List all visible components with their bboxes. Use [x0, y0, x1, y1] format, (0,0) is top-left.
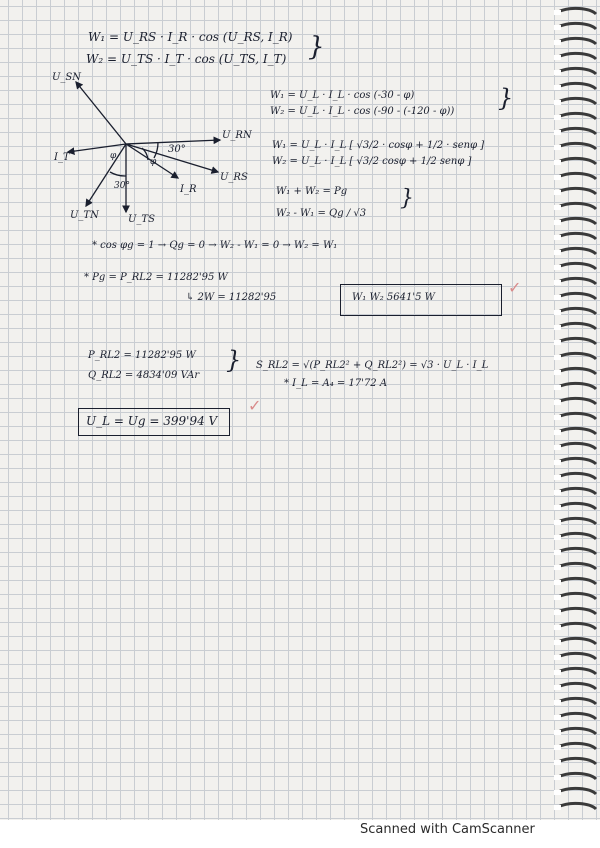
- spiral-ring: [558, 788, 596, 794]
- brace: }: [400, 186, 414, 211]
- spiral-ring: [558, 803, 596, 809]
- check-mark: ✓: [508, 278, 522, 297]
- spiral-hole: [554, 415, 561, 420]
- spiral-hole: [554, 10, 561, 15]
- w2-definition: W₂ = U_TS · I_T · cos (U_TS, I_T): [86, 52, 287, 66]
- spiral-hole: [554, 280, 561, 285]
- pg-line: * Pg = P_RL2 = 11282'95 W: [84, 272, 228, 283]
- spiral-hole: [554, 655, 561, 660]
- spiral-hole: [554, 325, 561, 330]
- spiral-hole: [554, 550, 561, 555]
- label-u-rn: U_RN: [222, 130, 252, 141]
- spiral-ring: [558, 203, 596, 209]
- spiral-hole: [554, 445, 561, 450]
- spiral-hole: [554, 265, 561, 270]
- spiral-hole: [554, 160, 561, 165]
- spiral-ring: [558, 413, 596, 419]
- spiral-hole: [554, 535, 561, 540]
- spiral-hole: [554, 610, 561, 615]
- spiral-hole: [554, 640, 561, 645]
- spiral-ring: [558, 698, 596, 704]
- spiral-hole: [554, 130, 561, 135]
- brace: }: [498, 84, 514, 112]
- spiral-hole: [554, 490, 561, 495]
- spiral-hole: [554, 355, 561, 360]
- q-rl2-line: Q_RL2 = 4834'09 VAr: [88, 370, 200, 381]
- spiral-binding: [552, 0, 600, 820]
- spiral-ring: [558, 758, 596, 764]
- spiral-hole: [554, 400, 561, 405]
- spiral-ring: [558, 113, 596, 119]
- spiral-ring: [558, 128, 596, 134]
- spiral-hole: [554, 775, 561, 780]
- spiral-ring: [558, 713, 596, 719]
- spiral-hole: [554, 520, 561, 525]
- spiral-ring: [558, 563, 596, 569]
- spiral-hole: [554, 310, 561, 315]
- spiral-ring: [558, 98, 596, 104]
- spiral-ring: [558, 398, 596, 404]
- spiral-hole: [554, 250, 561, 255]
- spiral-ring: [558, 593, 596, 599]
- spiral-ring: [558, 323, 596, 329]
- spiral-ring: [558, 743, 596, 749]
- spiral-hole: [554, 790, 561, 795]
- spiral-ring: [558, 623, 596, 629]
- spiral-ring: [558, 368, 596, 374]
- w1-definition: W₁ = U_RS · I_R · cos (U_RS, I_R): [88, 30, 293, 44]
- spiral-hole: [554, 430, 561, 435]
- spiral-hole: [554, 565, 561, 570]
- label-i-r: I_R: [180, 184, 197, 195]
- spiral-hole: [554, 370, 561, 375]
- w2-expand-line: W₂ = U_L · I_L [ √3/2 cosφ + 1/2 senφ ]: [272, 156, 472, 167]
- spiral-ring: [558, 518, 596, 524]
- spiral-hole: [554, 175, 561, 180]
- spiral-hole: [554, 715, 561, 720]
- spiral-hole: [554, 385, 561, 390]
- spiral-hole: [554, 85, 561, 90]
- spiral-ring: [558, 668, 596, 674]
- spiral-hole: [554, 730, 561, 735]
- ul-value: U_L = Ug = 399'94 V: [86, 414, 218, 428]
- label-angle-30a: 30°: [168, 144, 186, 155]
- spiral-ring: [558, 233, 596, 239]
- spiral-ring: [558, 308, 596, 314]
- w2-angle-line: W₂ = U_L · I_L · cos (-90 - (-120 - φ)): [270, 106, 455, 117]
- spiral-ring: [558, 473, 596, 479]
- spiral-hole: [554, 205, 561, 210]
- label-i-t: I_T: [54, 152, 70, 163]
- spiral-ring: [558, 248, 596, 254]
- spiral-ring: [558, 83, 596, 89]
- label-u-sn: U_SN: [52, 72, 82, 83]
- spiral-ring: [558, 278, 596, 284]
- spiral-ring: [558, 173, 596, 179]
- spiral-hole: [554, 220, 561, 225]
- spiral-hole: [554, 190, 561, 195]
- spiral-ring: [558, 653, 596, 659]
- spiral-hole: [554, 580, 561, 585]
- spiral-ring: [558, 503, 596, 509]
- spiral-ring: [558, 578, 596, 584]
- spiral-ring: [558, 68, 596, 74]
- spiral-ring: [558, 458, 596, 464]
- cos-line: * cos φg = 1 → Qg = 0 → W₂ - W₁ = 0 → W₂ = W₁: [92, 240, 338, 251]
- label-u-rs: U_RS: [220, 172, 248, 183]
- p-rl2-line: P_RL2 = 11282'95 W: [88, 350, 196, 361]
- check-mark: ✓: [248, 396, 262, 415]
- spiral-ring: [558, 443, 596, 449]
- label-angle-30b: 30°: [114, 181, 130, 191]
- spiral-ring: [558, 773, 596, 779]
- spiral-hole: [554, 340, 561, 345]
- spiral-hole: [554, 25, 561, 30]
- label-u-ts: U_TS: [128, 214, 155, 225]
- two-w-line: ↳ 2W = 11282'95: [186, 292, 277, 303]
- label-phi-2: φ: [150, 157, 157, 167]
- spiral-hole: [554, 145, 561, 150]
- il-line: * I_L = A₄ = 17'72 A: [284, 378, 388, 389]
- spiral-ring: [558, 383, 596, 389]
- spiral-ring: [558, 293, 596, 299]
- spiral-hole: [554, 805, 561, 810]
- spiral-ring: [558, 608, 596, 614]
- spiral-ring: [558, 488, 596, 494]
- w1-expand-line: W₁ = U_L · I_L [ √3/2 · cosφ + 1/2 · senφ ]: [272, 140, 485, 151]
- spiral-ring: [558, 338, 596, 344]
- spiral-ring: [558, 38, 596, 44]
- spiral-hole: [554, 505, 561, 510]
- spiral-ring: [558, 728, 596, 734]
- sum-line: W₁ + W₂ = Pg: [276, 186, 348, 197]
- spiral-hole: [554, 40, 561, 45]
- spiral-hole: [554, 670, 561, 675]
- label-u-tn: U_TN: [70, 210, 99, 221]
- spiral-hole: [554, 235, 561, 240]
- spiral-ring: [558, 53, 596, 59]
- scanner-footer: Scanned with CamScanner: [360, 822, 535, 837]
- spiral-hole: [554, 700, 561, 705]
- phasor-diagram: [50, 60, 280, 240]
- s-rl2-line: S_RL2 = √(P_RL2² + Q_RL2²) = √3 · U_L · I_L: [256, 360, 489, 371]
- spiral-hole: [554, 70, 561, 75]
- spiral-ring: [558, 158, 596, 164]
- spiral-hole: [554, 100, 561, 105]
- spiral-ring: [558, 353, 596, 359]
- spiral-hole: [554, 745, 561, 750]
- spiral-hole: [554, 460, 561, 465]
- spiral-hole: [554, 595, 561, 600]
- result-value: W₁ W₂ 5641'5 W: [352, 292, 435, 303]
- spiral-ring: [558, 218, 596, 224]
- spiral-ring: [558, 533, 596, 539]
- spiral-ring: [558, 188, 596, 194]
- spiral-ring: [558, 638, 596, 644]
- spiral-ring: [558, 548, 596, 554]
- spiral-hole: [554, 295, 561, 300]
- spiral-hole: [554, 475, 561, 480]
- brace: }: [226, 346, 242, 374]
- w1-angle-line: W₁ = U_L · I_L · cos (-30 - φ): [270, 90, 415, 101]
- spiral-hole: [554, 625, 561, 630]
- diff-line: W₂ - W₁ = Qg / √3: [276, 208, 367, 219]
- brace: }: [308, 32, 325, 62]
- spiral-ring: [558, 143, 596, 149]
- spiral-ring: [558, 23, 596, 29]
- spiral-hole: [554, 685, 561, 690]
- spiral-ring: [558, 683, 596, 689]
- spiral-ring: [558, 263, 596, 269]
- spiral-hole: [554, 115, 561, 120]
- spiral-ring: [558, 8, 596, 14]
- spiral-hole: [554, 760, 561, 765]
- spiral-ring: [558, 428, 596, 434]
- spiral-hole: [554, 55, 561, 60]
- label-phi-1: φ: [110, 151, 117, 161]
